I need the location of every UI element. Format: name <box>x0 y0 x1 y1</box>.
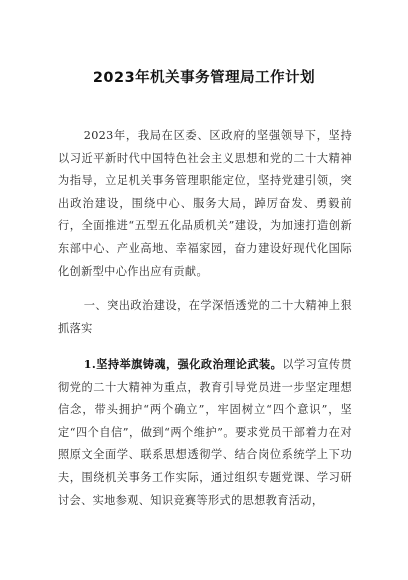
document-title: 2023年机关事务管理局工作计划 <box>92 70 316 86</box>
item-lead: 1.坚持举旗铸魂，强化政治理论武装。 <box>83 357 283 371</box>
intro-paragraph: 2023年，我局在区委、区政府的坚强领导下，坚持以习近平新时代中国特色社会主义思想和党的二十大精神为指导，立足机关事务管理职能定位，坚持党建引领，突出政治建设，围绕中心、服务大局，踔厉奋发、勇毅前行，全面推进“五型五化品质机关”建设，为加速打造创新东部中心、产业高地、幸福家园，奋力建设好现代化国际化创新型中心作出应有贡献。 <box>58 129 352 278</box>
section-heading: 一、突出政治建设，在学深悟透党的二十大精神上狠抓落实 <box>58 299 352 335</box>
item-paragraph <box>58 353 352 512</box>
item-body: 以学习宣传贯彻党的二十大精神为重点，教育引导党员进一步坚定理想信念，带头拥护“两个确立”，牢固树立“四个意识”，坚定“四个自信”，做到“两个维护”。要求党员干部着力在对照原文全面学、联系思想透彻学、结合岗位系统学上下功夫，围绕机关事务工作实际，通过组织专题党课、学习研讨会、实地参观、知识竞赛等形式的思想教育活动， <box>58 358 352 507</box>
